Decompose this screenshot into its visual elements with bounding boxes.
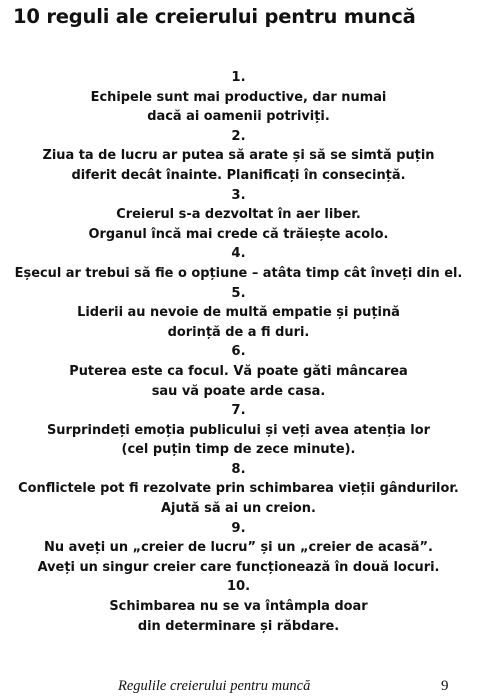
rule-text-line: sau vă poate arde casa. <box>151 383 326 399</box>
rule-text-line: diferit decât înainte. Planificați în consecință. <box>71 167 406 183</box>
rule-text-line: Creierul s-a dezvoltat în aer liber. <box>116 207 361 223</box>
rule-text-line: Aveți un singur creier care funcționează în două locuri. <box>37 559 440 575</box>
rule-text-line: din determinare și răbdare. <box>137 618 340 634</box>
rule-text-line: Schimbarea nu se va întâmpla doar <box>109 599 368 615</box>
running-title: Regulile creierului pentru muncă <box>118 678 311 694</box>
rule-item <box>0 127 477 186</box>
rule-text-line: Echipele sunt mai productive, dar numai <box>90 89 387 105</box>
rule-number: 10. <box>226 579 251 595</box>
rule-number: 9. <box>231 520 246 536</box>
rule-number: 2. <box>231 128 246 144</box>
rule-number: 8. <box>231 461 246 477</box>
page-footer <box>0 676 477 698</box>
rule-text-line: Organul încă mai crede că trăiește acolo. <box>88 226 389 242</box>
rule-number: 5. <box>231 285 246 301</box>
rule-item <box>0 284 477 343</box>
rule-text-line: Nu aveți un „creier de lucru” și un „creier de acasă”. <box>44 540 433 556</box>
rule-text-line: Conflictele pot fi rezolvate prin schimbarea vieții gândurilor. <box>18 481 459 497</box>
rule-text-line: (cel puțin timp de zece minute). <box>121 442 356 458</box>
rule-number: 6. <box>231 344 246 360</box>
rule-item <box>0 244 477 283</box>
rule-item <box>0 68 477 127</box>
page-title: 10 reguli ale creierului pentru muncă <box>13 5 416 28</box>
rule-item <box>0 401 477 460</box>
rule-item <box>0 342 477 401</box>
rule-text-line: Surprindeți emoția publicului și veți avea atenția lor <box>46 422 430 438</box>
rule-text-line: dacă ai oamenii potriviți. <box>147 109 330 125</box>
rule-text-line: dorință de a fi duri. <box>167 324 310 340</box>
rule-text-line: Eșecul ar trebui să fie o opțiune – atâta timp cât înveți din el. <box>14 265 463 281</box>
rule-text-line: Ziua ta de lucru ar putea să arate și să se simtă puțin <box>42 148 435 164</box>
rule-number: 3. <box>231 187 246 203</box>
rule-item <box>0 519 477 578</box>
rule-number: 4. <box>231 246 246 262</box>
rule-text-line: Liderii au nevoie de multă empatie și puțină <box>77 305 400 321</box>
rule-number: 1. <box>231 70 246 85</box>
rule-text-line: Ajută să ai un creion. <box>161 501 316 517</box>
rule-number: 7. <box>231 403 246 419</box>
rule-text-line: Puterea este ca focul. Vă poate găti mâncarea <box>69 363 408 379</box>
page-number: 9 <box>441 678 449 694</box>
rule-item <box>0 186 477 245</box>
rule-item <box>0 577 477 636</box>
rules-list <box>0 68 477 636</box>
rule-item <box>0 460 477 519</box>
